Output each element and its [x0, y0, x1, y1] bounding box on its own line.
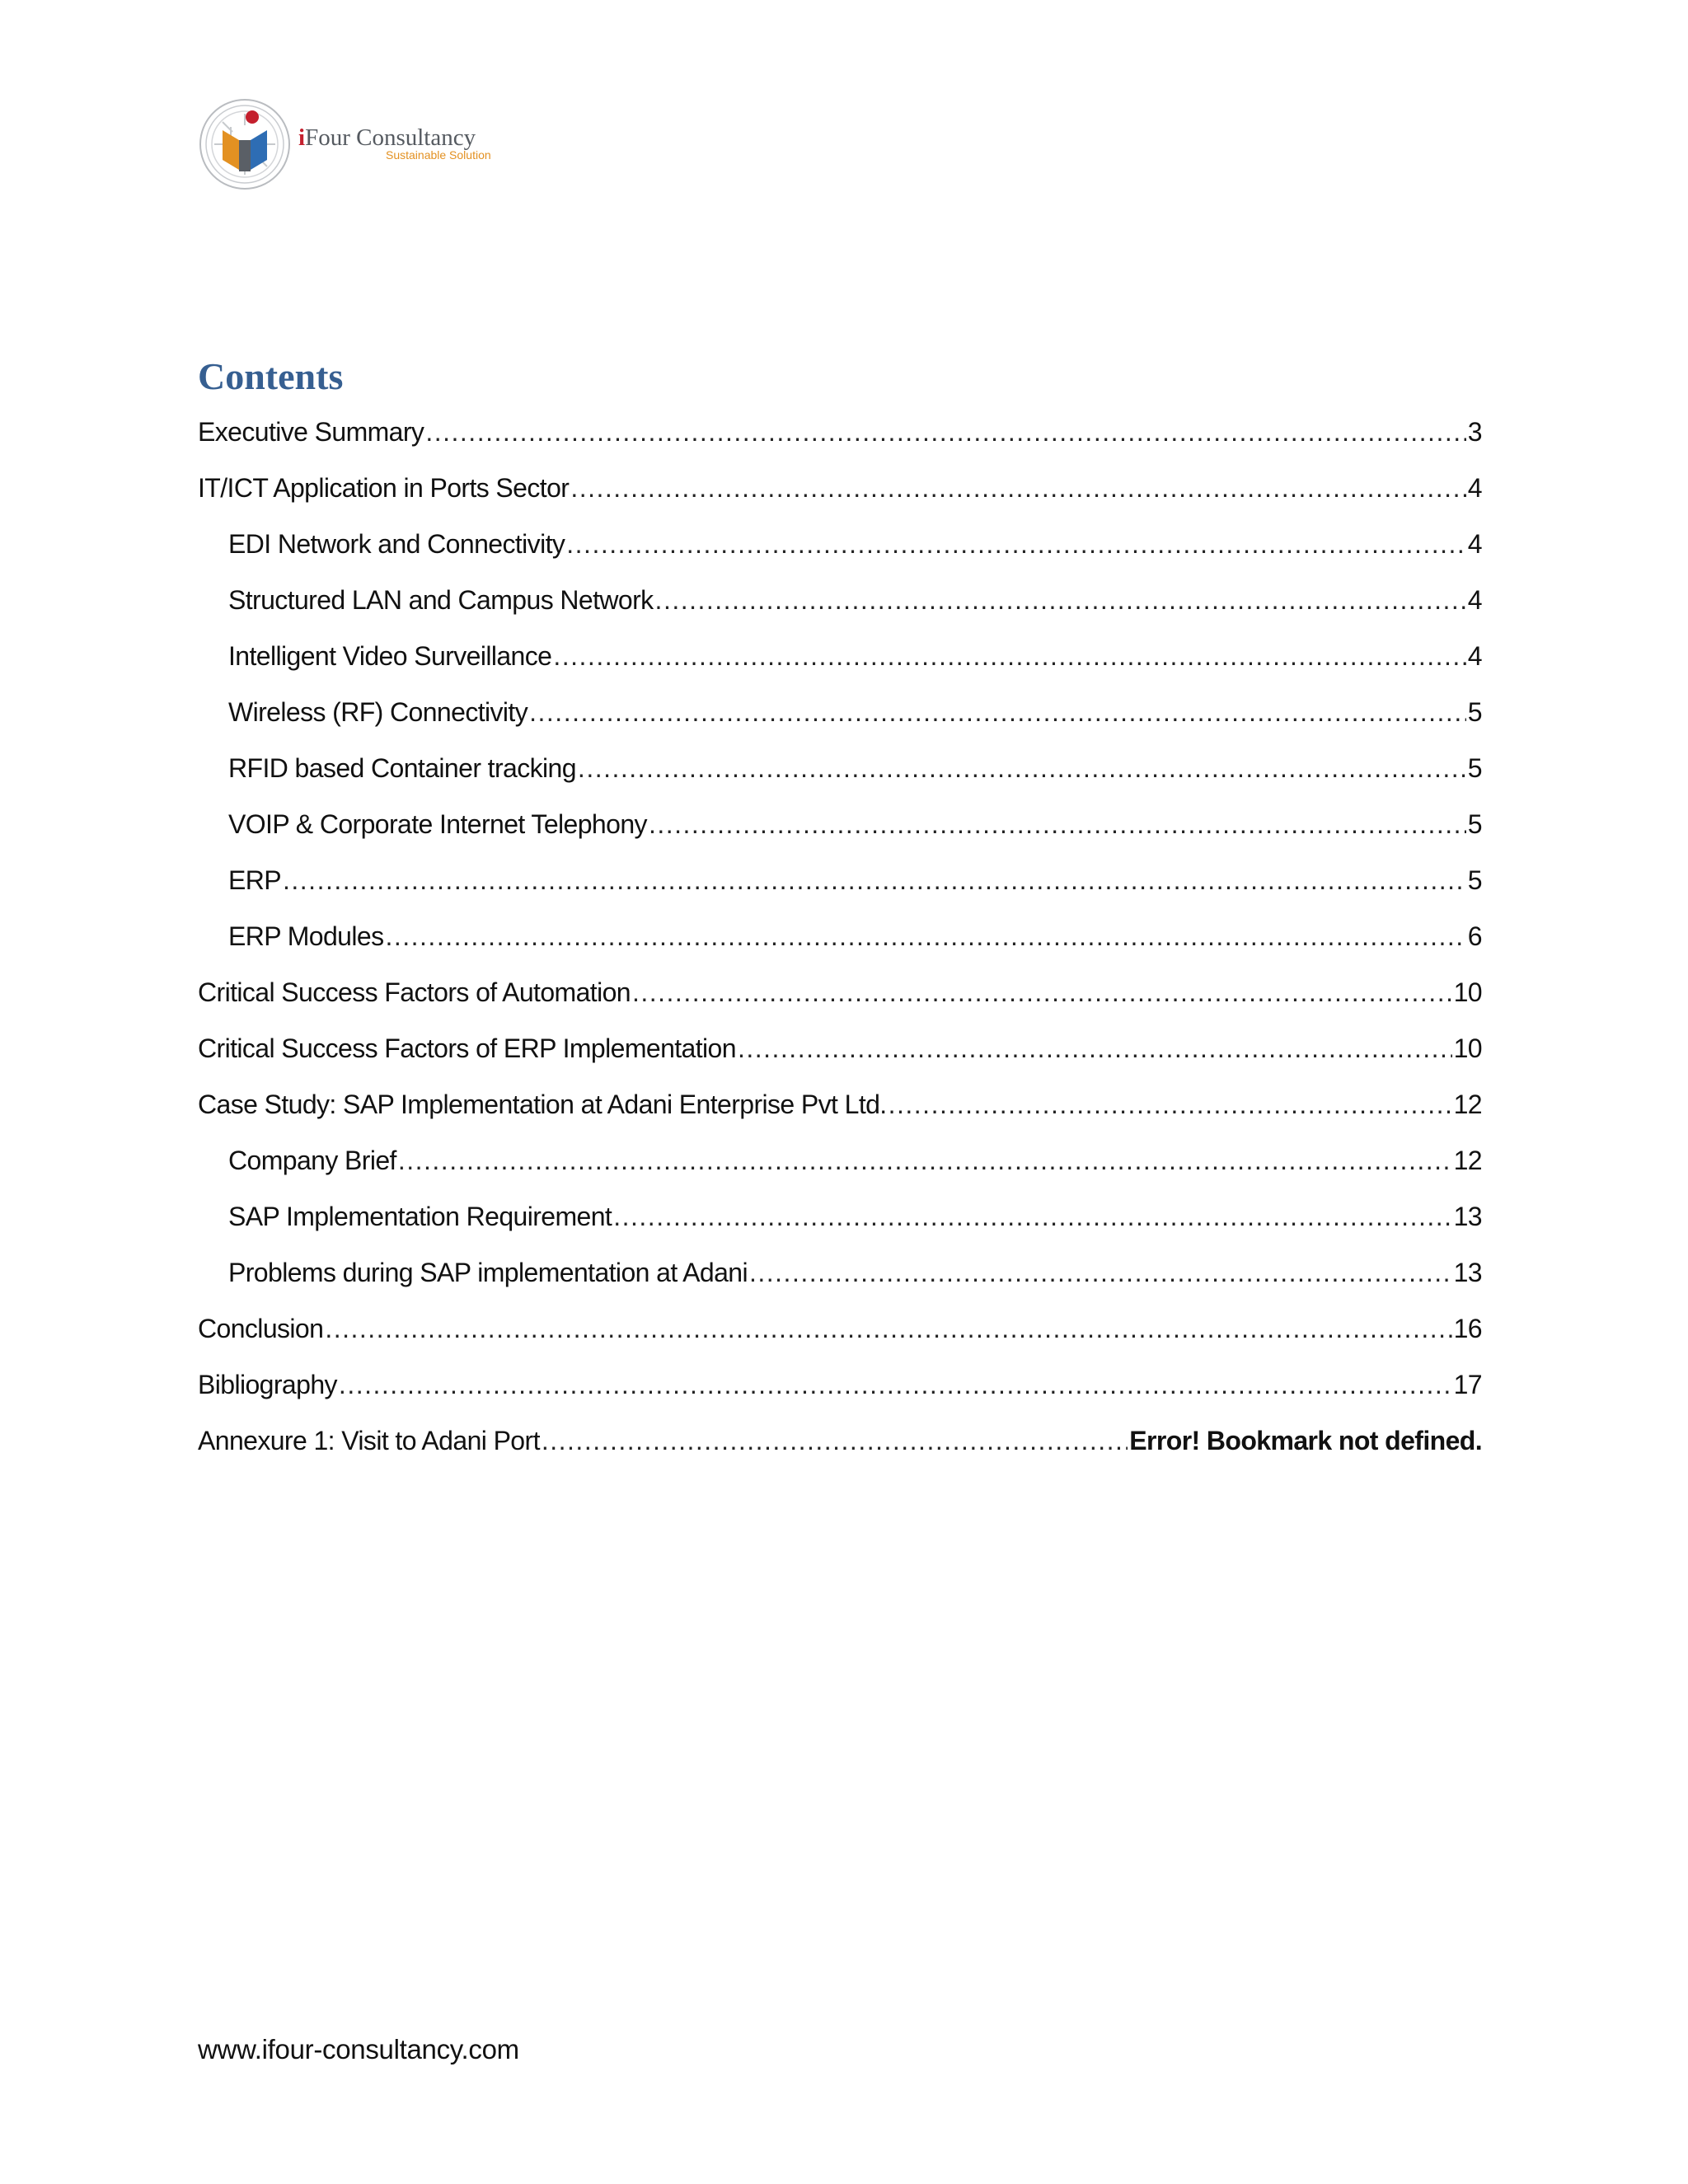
toc-entry-page-number: 4: [1467, 640, 1482, 671]
table-of-contents: [198, 404, 1482, 1469]
toc-entry[interactable]: [198, 964, 1482, 1020]
toc-entry-page-number: 10: [1453, 977, 1482, 1007]
toc-dot-leader: [738, 1033, 1452, 1064]
toc-entry[interactable]: [198, 516, 1482, 572]
toc-entry[interactable]: [198, 908, 1482, 964]
toc-entry-title: EDI Network and Connectivity: [228, 528, 565, 559]
toc-entry-page-number: 10: [1453, 1033, 1482, 1063]
toc-entry-title: RFID based Container tracking: [228, 752, 576, 783]
toc-entry[interactable]: [198, 1188, 1482, 1244]
toc-entry-title: SAP Implementation Requirement: [228, 1201, 612, 1231]
toc-entry-page-number: 13: [1453, 1201, 1482, 1231]
toc-entry-page-number: 4: [1467, 584, 1482, 615]
toc-dot-leader: [325, 1314, 1451, 1344]
toc-entry-page-number: 5: [1467, 696, 1482, 727]
toc-entry-page-number: 16: [1453, 1313, 1482, 1343]
toc-dot-leader: [613, 1202, 1451, 1232]
toc-entry[interactable]: [198, 1132, 1482, 1188]
toc-entry-title: VOIP & Corporate Internet Telephony: [228, 808, 647, 839]
logo-emblem-icon: [198, 97, 292, 191]
toc-entry-page-number: 12: [1453, 1145, 1482, 1175]
toc-entry-page-number: 12: [1453, 1089, 1482, 1119]
toc-entry-title: Conclusion: [198, 1313, 324, 1343]
toc-entry-title: Intelligent Video Surveillance: [228, 640, 552, 671]
toc-entry-title: Company Brief: [228, 1145, 396, 1175]
toc-entry-title: ERP: [228, 865, 281, 895]
toc-dot-leader: [529, 697, 1466, 728]
logo-tagline: Sustainable Solution: [386, 148, 491, 162]
toc-entry-page-number: 6: [1467, 921, 1482, 951]
toc-dot-leader: [398, 1146, 1452, 1176]
toc-entry-page-number: 5: [1467, 865, 1482, 895]
toc-entry[interactable]: [198, 1301, 1482, 1357]
toc-entry[interactable]: [198, 684, 1482, 740]
toc-entry-title: IT/ICT Application in Ports Sector: [198, 472, 570, 503]
toc-dot-leader: [649, 809, 1466, 840]
toc-entry-title: Wireless (RF) Connectivity: [228, 696, 528, 727]
toc-entry[interactable]: [198, 1076, 1482, 1132]
toc-entry[interactable]: [198, 1244, 1482, 1301]
toc-entry-title: Case Study: SAP Implementation at Adani Enterprise Pvt Ltd.: [198, 1089, 887, 1119]
toc-entry-page-number: 17: [1453, 1369, 1482, 1399]
toc-entry[interactable]: [198, 1357, 1482, 1413]
toc-entry[interactable]: [198, 740, 1482, 796]
toc-dot-leader: [632, 977, 1452, 1008]
toc-entry-page-number: 13: [1453, 1257, 1482, 1287]
toc-entry[interactable]: [198, 628, 1482, 684]
toc-dot-leader: [425, 417, 1465, 448]
toc-entry-title: ERP Modules: [228, 921, 384, 951]
logo-brand-name: iFour Consultancy: [298, 124, 476, 151]
toc-dot-leader: [566, 529, 1466, 560]
toc-dot-leader: [889, 1090, 1452, 1120]
toc-entry-title: Structured LAN and Campus Network: [228, 584, 654, 615]
company-logo: [198, 97, 495, 194]
toc-entry-page-number: 5: [1467, 752, 1482, 783]
toc-entry-title: Problems during SAP implementation at Adani: [228, 1257, 748, 1287]
toc-dot-leader: [749, 1258, 1452, 1288]
toc-entry-title: Critical Success Factors of ERP Implementation: [198, 1033, 736, 1063]
toc-entry[interactable]: [198, 852, 1482, 908]
toc-entry-page-number: 5: [1467, 808, 1482, 839]
toc-dot-leader: [385, 921, 1465, 952]
toc-entry-page-number: 4: [1467, 472, 1482, 503]
toc-entry-title: Executive Summary: [198, 416, 424, 447]
toc-entry[interactable]: [198, 796, 1482, 852]
toc-dot-leader: [578, 753, 1466, 784]
toc-entry[interactable]: [198, 1413, 1482, 1469]
toc-entry[interactable]: [198, 572, 1482, 628]
toc-dot-leader: [553, 641, 1465, 672]
toc-entry[interactable]: [198, 460, 1482, 516]
footer-website-url[interactable]: www.ifour-consultancy.com: [198, 2034, 519, 2064]
toc-entry[interactable]: [198, 404, 1482, 460]
toc-heading: Contents: [198, 355, 344, 397]
toc-dot-leader: [655, 585, 1466, 616]
toc-entry-page-number: 3: [1467, 416, 1482, 447]
toc-entry-title: Annexure 1: Visit to Adani Port: [198, 1425, 540, 1455]
toc-entry-title: Bibliography: [198, 1369, 337, 1399]
toc-entry-error-text: Error! Bookmark not defined.: [1129, 1425, 1482, 1455]
toc-entry[interactable]: [198, 1020, 1482, 1076]
toc-dot-leader: [542, 1426, 1128, 1456]
toc-entry-page-number: 4: [1467, 528, 1482, 559]
toc-dot-leader: [339, 1370, 1452, 1400]
toc-dot-leader: [570, 473, 1465, 504]
toc-dot-leader: [283, 865, 1466, 896]
toc-entry-title: Critical Success Factors of Automation: [198, 977, 631, 1007]
